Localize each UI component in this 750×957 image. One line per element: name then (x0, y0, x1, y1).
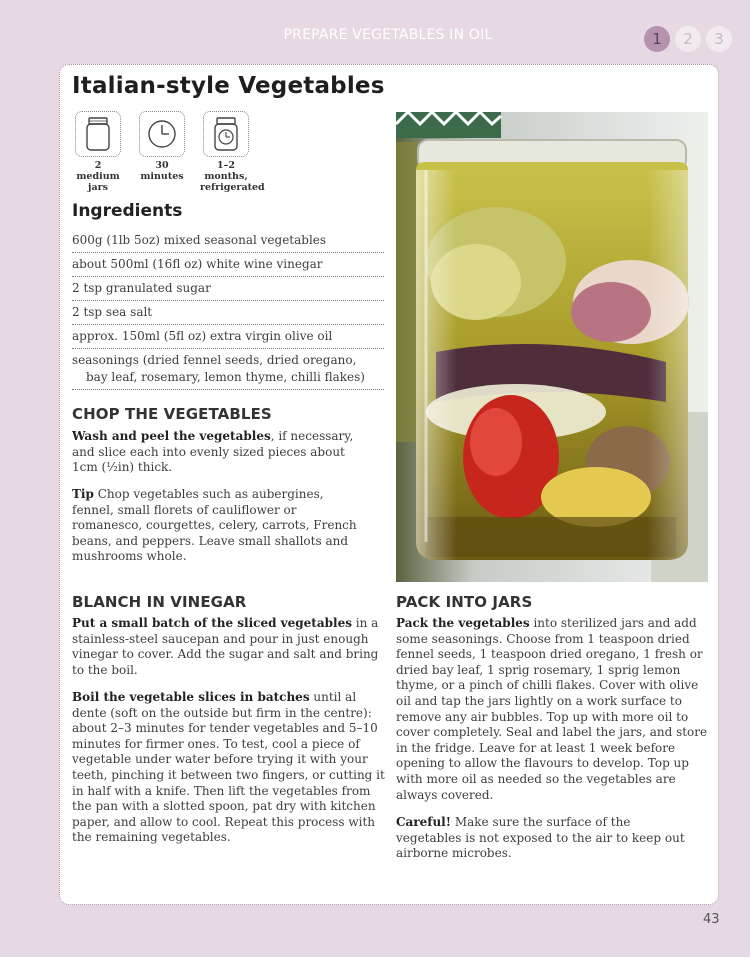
chop-lead: Wash and peel the vegetables (72, 429, 271, 443)
careful-label: Careful! (396, 815, 451, 829)
ingredient-item: about 500ml (16fl oz) white wine vinegar (72, 253, 384, 277)
recipe-title: Italian-style Vegetables (72, 73, 385, 99)
step-indicator (644, 26, 732, 52)
tip-label: Tip (72, 487, 94, 501)
ingredient-item: 2 tsp granulated sugar (72, 277, 384, 301)
pack-instructions (396, 616, 708, 803)
page-number: 43 (703, 912, 720, 927)
chop-text: , if necessary, and slice each into evenly sized pieces about 1cm (½in) thick. (72, 429, 354, 475)
blanch-text-2: until al dente (soft on the outside but firm in the centre): about 2–3 minutes for tender vegetables and 5–10 minutes for firmer ones. To test, cool a piece of vegetable under water before trying it with your teeth, pinching it between two fingers, or cutting it in half with a knife. Then lift the vegetables from the pan with a slotted spoon, pat dry with kitchen paper, and allow to cool. Repeat this process with the remaining vegetables. (72, 690, 385, 845)
step-2[interactable]: 2 (675, 26, 701, 52)
page-header (0, 0, 750, 62)
blanch-text-1: in a stainless-steel saucepan and pour in just enough vinegar to cover. Add the sugar and salt and bring to the boil. (72, 616, 379, 677)
step-1[interactable]: 1 (644, 26, 670, 52)
ingredient-line: bay leaf, rosemary, lemon thyme, chilli flakes) (86, 370, 365, 384)
ingredients-heading: Ingredients (72, 201, 183, 221)
blanch-heading: BLANCH IN VINEGAR (72, 593, 247, 611)
jar-icon (75, 111, 121, 157)
blanch-lead-2: Boil the vegetable slices in batches (72, 690, 310, 704)
yield-label: 2 medium jars (76, 160, 120, 193)
careful-note (396, 815, 686, 862)
ingredient-item: approx. 150ml (5fl oz) extra virgin olive oil (72, 325, 384, 349)
blanch-step-2 (72, 690, 386, 846)
recipe-card (59, 64, 719, 905)
pack-lead: Pack the vegetables (396, 616, 530, 630)
ingredient-line: seasonings (dried fennel seeds, dried oregano, (72, 353, 357, 367)
ingredient-item: 2 tsp sea salt (72, 301, 384, 325)
ingredient-item: 600g (1lb 5oz) mixed seasonal vegetables (72, 229, 384, 253)
ingredient-item (72, 349, 384, 390)
clock-icon (139, 111, 185, 157)
step-3[interactable]: 3 (706, 26, 732, 52)
chop-tip (72, 487, 368, 565)
time-info (136, 111, 188, 193)
blanch-step-1 (72, 616, 386, 678)
chop-instructions (72, 429, 364, 476)
chop-heading: CHOP THE VEGETABLES (72, 405, 272, 423)
vegetable-jar-photo (396, 112, 708, 582)
storage-info (200, 111, 265, 193)
section-title: PREPARE VEGETABLES IN OIL (283, 27, 493, 43)
recipe-info-icons (72, 111, 265, 193)
yield-info (72, 111, 124, 193)
pack-text: into sterilized jars and add some seasonings. Choose from 1 teaspoon dried fennel seeds, 1 teaspoon dried oregano, 1 fresh or dried bay leaf, 1 sprig rosemary, 1 sprig lemon thyme, or a pinch of chilli flakes. Cover with olive oil and tap the jars lightly on a work surface to remove any air bubbles. Top up with more oil to cover completely. Seal and label the jars, and store in the fridge. Leave for at least 1 week before opening to allow the flavours to develop. Top up with more oil as needed so the vegetables are always covered. (396, 616, 708, 802)
pack-heading: PACK INTO JARS (396, 593, 533, 611)
jar-clock-icon (203, 111, 249, 157)
careful-text: Make sure the surface of the vegetables is not exposed to the air to keep out airborne microbes. (396, 815, 685, 861)
tip-text: Chop vegetables such as aubergines, fennel, small florets of cauliflower or romanesco, courgettes, celery, carrots, French beans, and peppers. Leave small shallots and mushrooms whole. (72, 487, 357, 564)
storage-label: 1–2 months, refrigerated (200, 160, 265, 193)
ingredients-list (72, 229, 384, 390)
time-label: 30 minutes (140, 160, 184, 182)
blanch-lead-1: Put a small batch of the sliced vegetables (72, 616, 352, 630)
